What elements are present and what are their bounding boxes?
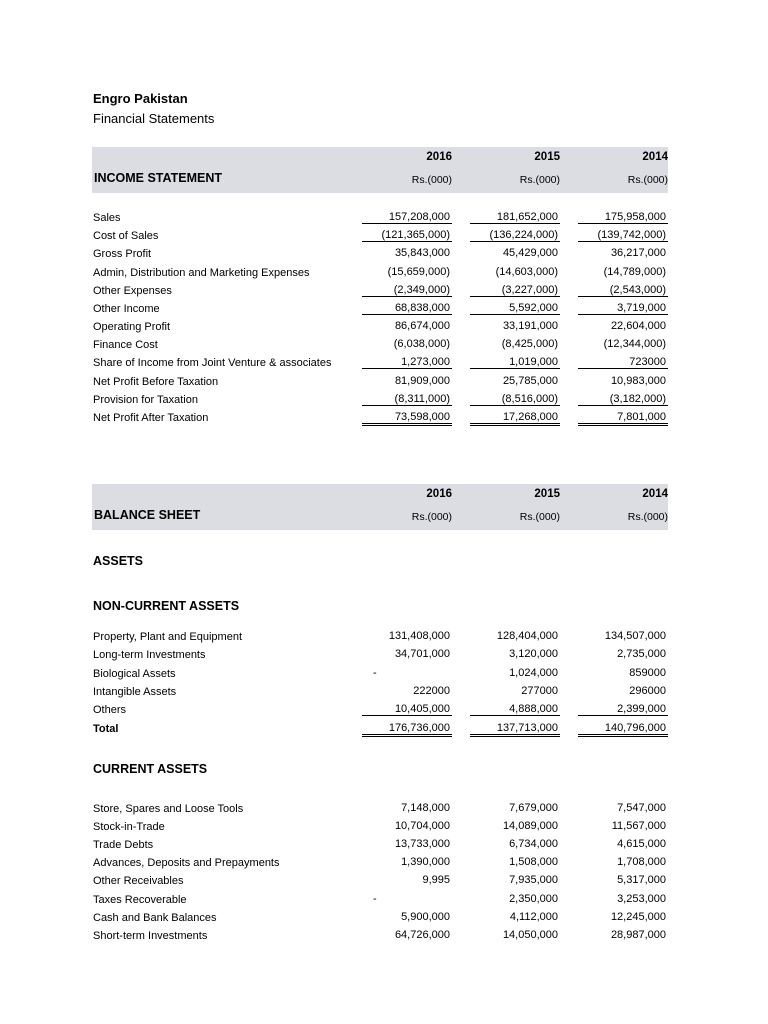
- row-value: 175,958,000: [578, 211, 668, 224]
- row-value: (14,603,000): [495, 265, 558, 278]
- row-value: 157,208,000: [362, 211, 452, 224]
- row-value: 14,089,000: [502, 820, 558, 833]
- row-value: 14,050,000: [502, 928, 558, 941]
- row-label: Taxes Recoverable: [93, 893, 187, 906]
- row-value: 10,405,000: [362, 703, 452, 716]
- row-label: Gross Profit: [93, 248, 152, 261]
- row-value: 4,112,000: [509, 910, 558, 923]
- row-value: 34,701,000: [394, 648, 450, 661]
- row-value: -: [373, 892, 377, 905]
- row-value: 1,024,000: [509, 666, 558, 679]
- row-label: Finance Cost: [93, 339, 158, 352]
- is-year-2016: 2016: [426, 151, 452, 163]
- is-unit-2015: Rs.(000): [519, 174, 560, 186]
- row-value: 277000: [521, 684, 558, 697]
- row-value: 296000: [629, 684, 666, 697]
- is-unit-2014: Rs.(000): [627, 174, 668, 186]
- balance-sheet-title: BALANCE SHEET: [94, 508, 201, 522]
- table-row: [92, 910, 668, 926]
- table-row: [92, 837, 668, 853]
- row-value: (3,227,000): [470, 284, 560, 297]
- row-value: 134,507,000: [604, 630, 666, 642]
- row-label: Operating Profit: [93, 321, 171, 334]
- row-value: 86,674,000: [394, 320, 450, 333]
- row-label: Property, Plant and Equipment: [93, 631, 242, 643]
- table-row: [92, 337, 668, 353]
- row-label: Total: [93, 722, 119, 735]
- table-row: [92, 301, 668, 317]
- row-value: 5,900,000: [401, 910, 450, 923]
- row-value: 5,592,000: [470, 302, 560, 315]
- row-value: 17,268,000: [470, 411, 560, 426]
- table-row: [92, 702, 668, 718]
- bs-unit-2016: Rs.(000): [411, 511, 452, 523]
- row-value: 68,838,000: [362, 302, 452, 315]
- row-value: 10,983,000: [610, 374, 666, 387]
- row-value: 10,704,000: [394, 820, 450, 833]
- row-value: (14,789,000): [603, 265, 666, 278]
- row-label: Other Income: [93, 302, 160, 315]
- row-value: (15,659,000): [387, 265, 450, 278]
- row-label: Stock-in-Trade: [93, 821, 165, 834]
- row-label: Other Receivables: [93, 875, 184, 888]
- row-value: 13,733,000: [394, 838, 450, 851]
- row-label: Sales: [93, 212, 121, 224]
- row-value: (121,365,000): [362, 229, 452, 242]
- bs-year-2015: 2015: [534, 488, 560, 500]
- row-value: 723000: [578, 356, 668, 369]
- row-value: 4,615,000: [617, 838, 666, 851]
- non-current-assets-heading: NON-CURRENT ASSETS: [93, 599, 240, 613]
- table-row: [92, 210, 668, 226]
- table-row: [92, 246, 668, 262]
- row-value: (2,543,000): [578, 284, 668, 297]
- table-row: [92, 928, 668, 944]
- row-value: 1,390,000: [401, 856, 450, 869]
- row-value: 181,652,000: [470, 211, 560, 224]
- row-value: 33,191,000: [502, 320, 558, 333]
- row-label: Short-term Investments: [93, 929, 208, 942]
- table-row: [92, 873, 668, 889]
- row-value: 2,399,000: [578, 703, 668, 716]
- table-row: [92, 684, 668, 700]
- row-value: (136,224,000): [470, 229, 560, 242]
- row-label: Net Profit After Taxation: [93, 411, 209, 424]
- row-value: (139,742,000): [578, 229, 668, 242]
- row-value: 11,567,000: [611, 820, 666, 833]
- row-value: 6,734,000: [509, 838, 558, 851]
- row-value: (8,425,000): [501, 338, 558, 351]
- table-row: [92, 392, 668, 408]
- row-value: 7,547,000: [617, 802, 666, 814]
- is-unit-2016: Rs.(000): [411, 174, 452, 186]
- income-statement-header: [92, 147, 668, 193]
- row-label: Cash and Bank Balances: [93, 911, 217, 924]
- is-year-2014: 2014: [642, 151, 668, 163]
- table-row: [92, 819, 668, 835]
- row-value: (2,349,000): [362, 284, 452, 297]
- bs-unit-2015: Rs.(000): [519, 511, 560, 523]
- row-value: 28,987,000: [610, 928, 666, 941]
- row-label: Intangible Assets: [93, 685, 177, 698]
- row-value: 2,350,000: [509, 892, 558, 905]
- row-value: 3,120,000: [509, 648, 558, 661]
- row-value: 7,148,000: [401, 802, 450, 814]
- is-year-2015: 2015: [534, 151, 560, 163]
- row-value: 35,843,000: [394, 247, 450, 260]
- row-value: (12,344,000): [603, 338, 666, 351]
- row-value: (6,038,000): [393, 338, 450, 351]
- row-value: 7,801,000: [578, 411, 668, 426]
- table-row: [92, 228, 668, 244]
- document-subtitle: Financial Statements: [93, 111, 215, 126]
- table-row: [92, 892, 668, 908]
- row-value: 5,317,000: [617, 874, 666, 887]
- table-row: [92, 721, 668, 737]
- row-value: (3,182,000): [578, 393, 668, 406]
- assets-heading: ASSETS: [93, 554, 144, 568]
- row-value: 25,785,000: [502, 374, 558, 387]
- row-value: 137,713,000: [470, 722, 560, 737]
- row-label: Advances, Deposits and Prepayments: [93, 857, 280, 870]
- table-row: [92, 319, 668, 335]
- row-value: (8,516,000): [470, 393, 560, 406]
- row-value: 3,253,000: [617, 892, 666, 905]
- row-value: 22,604,000: [610, 320, 666, 333]
- row-value: 140,796,000: [578, 722, 668, 737]
- row-label: Admin, Distribution and Marketing Expenses: [93, 266, 310, 279]
- row-value: -: [373, 666, 377, 679]
- row-value: 7,935,000: [509, 874, 558, 887]
- row-label: Others: [93, 704, 127, 717]
- row-label: Provision for Taxation: [93, 393, 198, 406]
- row-value: 131,408,000: [388, 630, 450, 642]
- row-value: 1,508,000: [509, 856, 558, 869]
- bs-year-2016: 2016: [426, 488, 452, 500]
- row-value: 1,708,000: [617, 856, 666, 869]
- row-label: Store, Spares and Loose Tools: [93, 803, 244, 815]
- table-row: [92, 855, 668, 871]
- row-value: 9,995: [422, 874, 450, 887]
- row-value: 45,429,000: [502, 247, 558, 260]
- table-row: [92, 666, 668, 682]
- row-value: 176,736,000: [362, 722, 452, 737]
- row-label: Trade Debts: [93, 839, 154, 852]
- current-assets-heading: CURRENT ASSETS: [93, 762, 208, 776]
- company-name: Engro Pakistan: [93, 91, 188, 106]
- row-value: 81,909,000: [394, 374, 450, 387]
- row-value: 859000: [629, 666, 666, 679]
- row-value: 73,598,000: [362, 411, 452, 426]
- income-statement-title: INCOME STATEMENT: [94, 171, 223, 185]
- row-value: 128,404,000: [496, 630, 558, 642]
- row-value: 12,245,000: [610, 910, 666, 923]
- table-row: [92, 265, 668, 281]
- table-row: [92, 801, 668, 817]
- row-label: Long-term Investments: [93, 649, 206, 662]
- row-value: 1,019,000: [470, 356, 560, 369]
- table-row: [92, 647, 668, 663]
- table-row: [92, 410, 668, 426]
- table-row: [92, 355, 668, 371]
- row-value: 1,273,000: [362, 356, 452, 369]
- row-value: 36,217,000: [610, 247, 666, 260]
- row-label: Share of Income from Joint Venture & associates: [93, 357, 332, 370]
- bs-unit-2014: Rs.(000): [627, 511, 668, 523]
- table-row: [92, 283, 668, 299]
- row-label: Other Expenses: [93, 284, 172, 297]
- row-value: 222000: [413, 684, 450, 697]
- row-value: 2,735,000: [617, 648, 666, 661]
- bs-year-2014: 2014: [642, 488, 668, 500]
- row-value: 3,719,000: [578, 302, 668, 315]
- row-label: Biological Assets: [93, 667, 176, 680]
- row-value: 4,888,000: [470, 703, 560, 716]
- row-value: 7,679,000: [509, 802, 558, 814]
- row-label: Cost of Sales: [93, 230, 159, 243]
- balance-sheet-header: [92, 484, 668, 530]
- row-value: (8,311,000): [362, 393, 452, 406]
- table-row: [92, 629, 668, 645]
- row-label: Net Profit Before Taxation: [93, 375, 219, 388]
- row-value: 64,726,000: [394, 928, 450, 941]
- table-row: [92, 374, 668, 390]
